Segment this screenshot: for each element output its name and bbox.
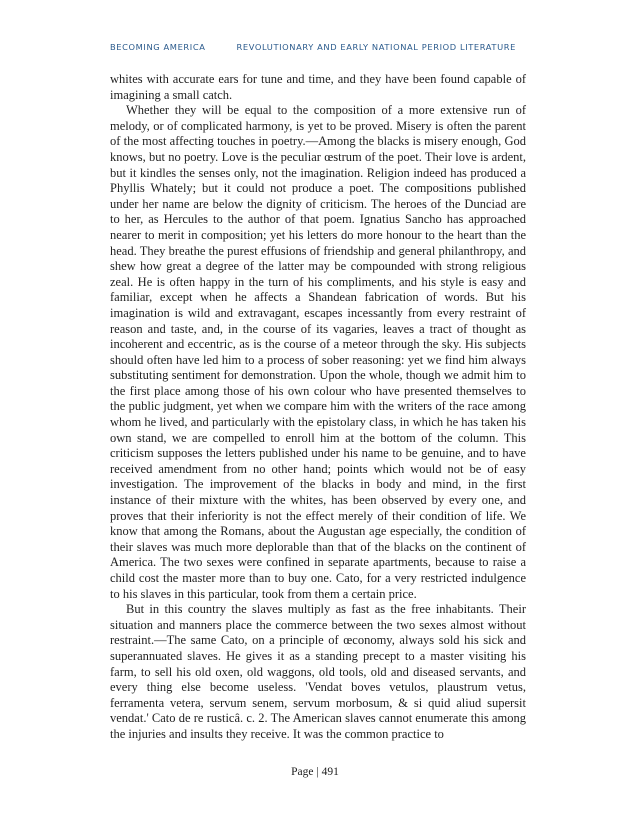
section-title: REVOLUTIONARY AND EARLY NATIONAL PERIOD LITERATURE <box>236 42 516 52</box>
paragraph: Whether they will be equal to the composition of a more extensive run of melody, or of complicated harmony, is yet to be proved. Misery is often the parent of the most affecting touches in poetry.—Among the blacks is misery enough, God knows, but no poetry. Love is the peculiar œstrum of the poet. Their love is ardent, but it kindles the senses only, not the imagination. Religion indeed has produced a Phyllis Whately; but it could not produce a poet. The compositions published under her name are below the dignity of criticism. The heroes of the Dunciad are to her, as Hercules to the author of that poem. Ignatius Sancho has approached nearer to merit in composition; yet his letters do more honour to the heart than the head. They breathe the purest effusions of friendship and general philanthropy, and shew how great a degree of the latter may be compounded with strong religious zeal. He is often happy in the turn of his compliments, and his style is easy and familiar, except when he affects a Shandean fabrication of words. But his imagination is wild and extravagant, escapes incessantly from every restraint of reason and taste, and, in the course of its vagaries, leaves a tract of thought as incoherent and eccentric, as is the course of a meteor through the sky. His subjects should often have led him to a process of sober reasoning: yet we find him always substituting sentiment for demonstration. Upon the whole, though we admit him to the first place among those of his own colour who have presented themselves to the public judgment, yet when we compare him with the writers of the race among whom he lived, and particularly with the epistolary class, in which he has taken his own stand, we are compelled to enroll him at the bottom of the column. This criticism supposes the letters published under his name to be genuine, and to have received amendment from no other hand; points which would not be of easy investigation. The improvement of the blacks in body and mind, in the first instance of their mixture with the whites, has been observed by every one, and proves that their inferiority is not the effect merely of their condition of life. We know that among the Romans, about the Augustan age especially, the condition of their slaves was much more deplorable than that of the blacks on the continent of America. The two sexes were confined in separate apartments, because to raise a child cost the master more than to buy one. Cato, for a very restricted indulgence to his slaves in this particular, took from them a certain price. <box>110 103 526 601</box>
body-text <box>110 72 526 743</box>
page-number: Page | 491 <box>291 766 339 778</box>
running-header <box>110 42 516 52</box>
paragraph-continuation: whites with accurate ears for tune and time, and they have been found capable of imagining a small catch. <box>110 72 526 102</box>
book-title: BECOMING AMERICA <box>110 42 206 52</box>
paragraph: But in this country the slaves multiply as fast as the free inhabitants. Their situation and manners place the commerce between the two sexes almost without restraint.—The same Cato, on a principle of œconomy, always sold his sick and superannuated slaves. He gives it as a standing precept to a master visiting his farm, to sell his old oxen, old waggons, old tools, old and diseased servants, and every thing else become useless. 'Vendat boves vetulos, plaustrum vetus, ferramenta vetera, servum senem, servum morbosum, & si quid aliud supersit vendat.' Cato de re rusticâ. c. 2. The American slaves cannot enumerate this among the injuries and insults they receive. It was the common practice to <box>110 602 526 741</box>
